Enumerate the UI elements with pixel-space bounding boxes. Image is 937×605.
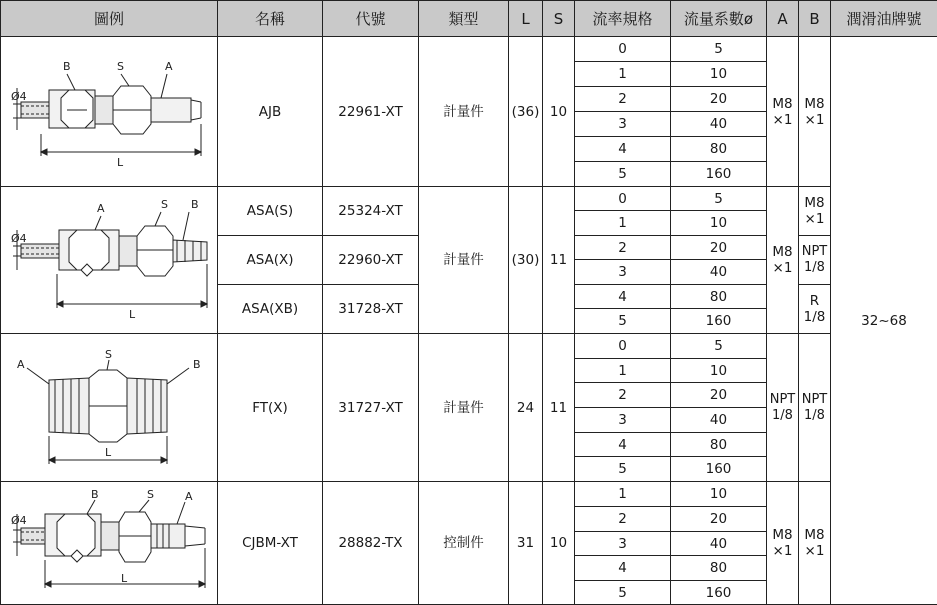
dia-label: Ø4 bbox=[11, 514, 27, 527]
flow-spec-cell: 1 bbox=[575, 211, 671, 236]
thread-b: M8 ×1 bbox=[799, 482, 831, 605]
dim-L: 24 bbox=[509, 334, 543, 482]
model-name: CJBM-XT bbox=[218, 482, 323, 605]
flow-coef-cell: 10 bbox=[671, 211, 767, 236]
label-s: S bbox=[147, 488, 154, 501]
flow-coef-cell: 160 bbox=[671, 162, 767, 187]
flow-spec-cell: 0 bbox=[575, 187, 671, 211]
flow-coef-cell: 5 bbox=[671, 187, 767, 211]
flow-coef-cell: 40 bbox=[671, 260, 767, 285]
flow-spec-cell: 1 bbox=[575, 359, 671, 383]
dim-S: 11 bbox=[543, 334, 575, 482]
flow-coef-cell: 20 bbox=[671, 507, 767, 532]
fitting-drawing-ajb bbox=[9, 44, 209, 179]
thread-b: R 1/8 bbox=[799, 285, 831, 334]
model-name: ASA(X) bbox=[218, 236, 323, 285]
thread-a: M8 ×1 bbox=[767, 187, 799, 334]
flow-spec-cell: 1 bbox=[575, 62, 671, 87]
header-flow-coef: 流量系數ø bbox=[671, 1, 767, 37]
flow-spec-cell: 3 bbox=[575, 112, 671, 137]
label-b: B bbox=[191, 198, 199, 211]
model-code: 22961-XT bbox=[323, 37, 419, 187]
model-type: 計量件 bbox=[419, 334, 509, 482]
dim-S: 10 bbox=[543, 37, 575, 187]
flow-coef-cell: 80 bbox=[671, 433, 767, 457]
model-type: 計量件 bbox=[419, 37, 509, 187]
header-A: A bbox=[767, 1, 799, 37]
model-name: ASA(S) bbox=[218, 187, 323, 236]
flow-spec-cell: 0 bbox=[575, 334, 671, 359]
thread-a: NPT 1/8 bbox=[767, 334, 799, 482]
header-diagram: 圖例 bbox=[1, 1, 218, 37]
thread-b: NPT 1/8 bbox=[799, 236, 831, 285]
flow-spec-cell: 3 bbox=[575, 408, 671, 433]
flow-coef-cell: 10 bbox=[671, 482, 767, 507]
model-name: AJB bbox=[218, 37, 323, 187]
dim-S: 11 bbox=[543, 187, 575, 334]
flow-coef-cell: 80 bbox=[671, 556, 767, 581]
flow-coef-cell: 160 bbox=[671, 581, 767, 605]
diagram-ft bbox=[1, 334, 218, 482]
fitting-drawing-cjbm bbox=[9, 484, 209, 602]
flow-coef-cell: 5 bbox=[671, 334, 767, 359]
thread-b: M8 ×1 bbox=[799, 187, 831, 236]
flow-spec-cell: 2 bbox=[575, 383, 671, 408]
model-code: 31727-XT bbox=[323, 334, 419, 482]
label-a: A bbox=[97, 202, 105, 215]
flow-spec-cell: 3 bbox=[575, 260, 671, 285]
flow-coef-cell: 20 bbox=[671, 383, 767, 408]
flow-coef-cell: 10 bbox=[671, 62, 767, 87]
header-S: S bbox=[543, 1, 575, 37]
dia-label: Ø4 bbox=[11, 232, 27, 245]
flow-spec-cell: 4 bbox=[575, 137, 671, 162]
header-name: 名稱 bbox=[218, 1, 323, 37]
flow-spec-cell: 5 bbox=[575, 309, 671, 334]
thread-b: M8 ×1 bbox=[799, 37, 831, 187]
fitting-drawing-ft bbox=[9, 338, 209, 478]
model-name: FT(X) bbox=[218, 334, 323, 482]
label-b: B bbox=[193, 358, 201, 371]
flow-coef-cell: 10 bbox=[671, 359, 767, 383]
label-a: A bbox=[165, 60, 173, 73]
flow-coef-cell: 40 bbox=[671, 112, 767, 137]
label-a: A bbox=[17, 358, 25, 371]
dim-S: 10 bbox=[543, 482, 575, 605]
header-L: L bbox=[509, 1, 543, 37]
dim-l: L bbox=[117, 156, 124, 169]
dim-l: L bbox=[121, 572, 128, 585]
flow-spec-cell: 3 bbox=[575, 532, 671, 556]
flow-spec-cell: 4 bbox=[575, 433, 671, 457]
dim-L: 31 bbox=[509, 482, 543, 605]
oil-grade: 32~68 bbox=[831, 37, 937, 605]
flow-spec-cell: 5 bbox=[575, 581, 671, 605]
dim-l: L bbox=[105, 446, 112, 459]
flow-coef-cell: 40 bbox=[671, 408, 767, 433]
model-code: 25324-XT bbox=[323, 187, 419, 236]
flow-spec-cell: 2 bbox=[575, 507, 671, 532]
dim-L: (30) bbox=[509, 187, 543, 334]
label-s: S bbox=[161, 198, 168, 211]
model-code: 28882-TX bbox=[323, 482, 419, 605]
flow-spec-cell: 4 bbox=[575, 285, 671, 309]
header-type: 類型 bbox=[419, 1, 509, 37]
header-flow-spec: 流率規格 bbox=[575, 1, 671, 37]
flow-coef-cell: 80 bbox=[671, 285, 767, 309]
dia-label: Ø4 bbox=[11, 90, 27, 103]
flow-coef-cell: 20 bbox=[671, 87, 767, 112]
thread-b: NPT 1/8 bbox=[799, 334, 831, 482]
thread-a: M8 ×1 bbox=[767, 37, 799, 187]
header-code: 代號 bbox=[323, 1, 419, 37]
header-B: B bbox=[799, 1, 831, 37]
model-code: 31728-XT bbox=[323, 285, 419, 334]
label-a: A bbox=[185, 490, 193, 503]
model-code: 22960-XT bbox=[323, 236, 419, 285]
flow-coef-cell: 5 bbox=[671, 37, 767, 62]
dim-l: L bbox=[129, 308, 136, 321]
diagram-cjbm bbox=[1, 482, 218, 605]
model-name: ASA(XB) bbox=[218, 285, 323, 334]
model-type: 計量件 bbox=[419, 187, 509, 334]
flow-coef-cell: 20 bbox=[671, 236, 767, 260]
label-s: S bbox=[117, 60, 124, 73]
flow-spec-cell: 5 bbox=[575, 457, 671, 482]
flow-spec-cell: 1 bbox=[575, 482, 671, 507]
flow-coef-cell: 80 bbox=[671, 137, 767, 162]
flow-spec-cell: 2 bbox=[575, 236, 671, 260]
fitting-drawing-asa bbox=[9, 190, 209, 330]
flow-coef-cell: 40 bbox=[671, 532, 767, 556]
header-oil: 潤滑油牌號 bbox=[831, 1, 937, 37]
flow-spec-cell: 5 bbox=[575, 162, 671, 187]
diagram-asa bbox=[1, 187, 218, 334]
label-b: B bbox=[63, 60, 71, 73]
flow-spec-cell: 0 bbox=[575, 37, 671, 62]
diagram-ajb bbox=[1, 37, 218, 187]
label-s: S bbox=[105, 348, 112, 361]
flow-spec-cell: 2 bbox=[575, 87, 671, 112]
dim-L: (36) bbox=[509, 37, 543, 187]
label-b: B bbox=[91, 488, 99, 501]
thread-a: M8 ×1 bbox=[767, 482, 799, 605]
flow-coef-cell: 160 bbox=[671, 309, 767, 334]
flow-spec-cell: 4 bbox=[575, 556, 671, 581]
model-type: 控制件 bbox=[419, 482, 509, 605]
flow-coef-cell: 160 bbox=[671, 457, 767, 482]
